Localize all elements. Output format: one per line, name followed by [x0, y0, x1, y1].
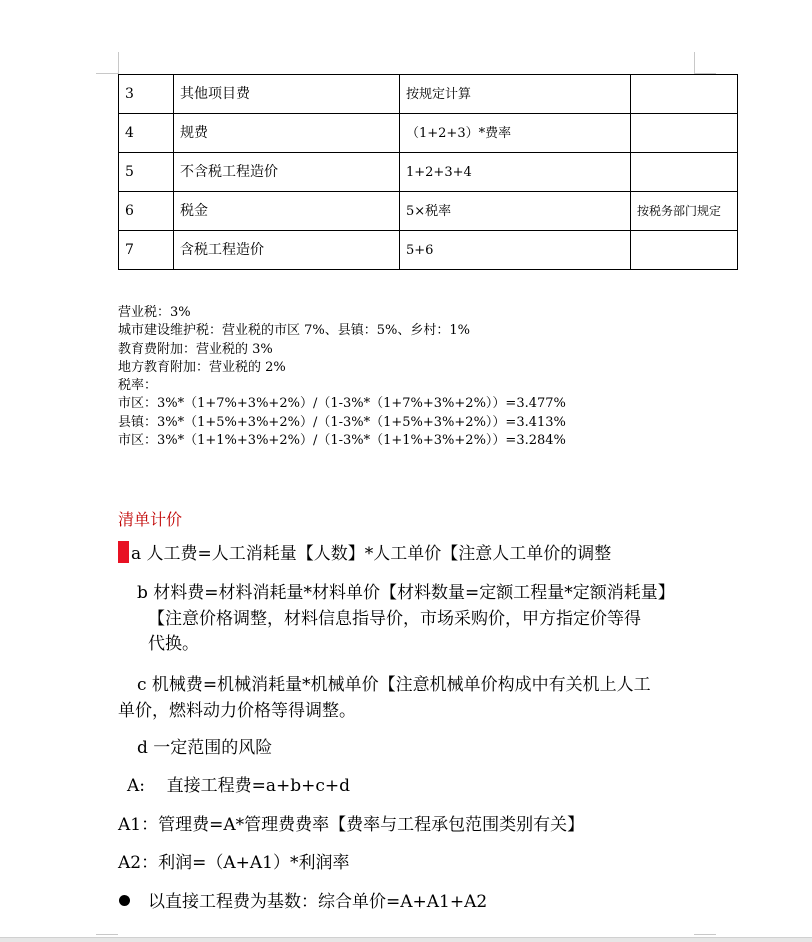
paragraph-a-text: a 人工费=人工消耗量【人数】*人工单价【注意人工单价的调整: [131, 544, 612, 564]
table-row: [119, 153, 738, 192]
tax-rate-notes: [118, 304, 566, 450]
row-formula: 1+2+3+4: [400, 153, 631, 192]
paragraph-c-line1: c 机械费=机械消耗量*机械单价【注意机械单价构成中有关机上人工: [137, 675, 651, 695]
row-formula: 5×税率: [400, 192, 631, 231]
crop-mark-top-right-v: [694, 52, 695, 74]
tax-line: 市区：3%*（1+1%+3%+2%）/（1-3%*（1+1%+3%+2%））=3.284%: [118, 433, 566, 449]
page-bottom-edge: [0, 937, 812, 942]
row-number: 3: [119, 75, 174, 114]
text-cursor-marker: [118, 541, 129, 563]
row-number: 5: [119, 153, 174, 192]
bullet-dot: [119, 895, 130, 906]
paragraph-A1: A1：管理费=A*管理费费率【费率与工程承包范围类别有关】: [118, 815, 585, 835]
row-number: 6: [119, 192, 174, 231]
crop-mark-top-left-v: [118, 52, 119, 74]
row-item: 规费: [174, 114, 400, 153]
row-note: [631, 231, 738, 270]
tax-line: 税率：: [118, 378, 158, 394]
tax-line: 地方教育附加：营业税的 2%: [118, 359, 286, 375]
bullet-item: 以直接工程费为基数：综合单价=A+A1+A2: [148, 892, 488, 912]
paragraph-A2: A2：利润=（A+A1）*利润率: [118, 853, 350, 873]
tax-line: 县镇：3%*（1+5%+3%+2%）/（1-3%*（1+5%+3%+2%））=3.413%: [118, 414, 566, 430]
table-row: [119, 192, 738, 231]
paragraph-b-line3: 代换。: [148, 634, 199, 654]
paragraph-b-line2: 【注意价格调整，材料信息指导价，市场采购价，甲方指定价等得: [148, 609, 641, 629]
row-note: [631, 153, 738, 192]
row-formula: 5+6: [400, 231, 631, 270]
row-item: 其他项目费: [174, 75, 400, 114]
paragraph-a: [118, 541, 611, 567]
crop-mark-bottom-right-h: [694, 934, 716, 935]
row-note: [631, 114, 738, 153]
paragraph-A: A: 直接工程费=a+b+c+d: [127, 776, 351, 796]
row-note: [631, 75, 738, 114]
row-number: 7: [119, 231, 174, 270]
crop-mark-top-left-h: [96, 73, 118, 74]
cost-table: [118, 74, 738, 270]
row-formula: （1+2+3）*费率: [400, 114, 631, 153]
row-note: 按税务部门规定: [631, 192, 738, 231]
row-item: 不含税工程造价: [174, 153, 400, 192]
tax-line: 教育费附加：营业税的 3%: [118, 341, 273, 357]
row-number: 4: [119, 114, 174, 153]
tax-line: 营业税：3%: [118, 305, 191, 320]
table-row: [119, 231, 738, 270]
section-heading: 清单计价: [118, 510, 183, 529]
table-row: [119, 114, 738, 153]
tax-line: 城市建设维护税：营业税的市区 7%、县镇：5%、乡村：1%: [118, 323, 471, 339]
row-item: 税金: [174, 192, 400, 231]
row-formula: 按规定计算: [400, 75, 631, 114]
crop-mark-bottom-left-h: [96, 934, 118, 935]
tax-line: 市区：3%*（1+7%+3%+2%）/（1-3%*（1+7%+3%+2%））=3.477%: [118, 396, 566, 412]
paragraph-d: d 一定范围的风险: [137, 738, 273, 758]
table-row: [119, 75, 738, 114]
row-item: 含税工程造价: [174, 231, 400, 270]
paragraph-b-line1: b 材料费=材料消耗量*材料单价【材料数量=定额工程量*定额消耗量】: [137, 583, 675, 603]
paragraph-c-line2: 单价，燃料动力价格等得调整。: [118, 701, 356, 721]
